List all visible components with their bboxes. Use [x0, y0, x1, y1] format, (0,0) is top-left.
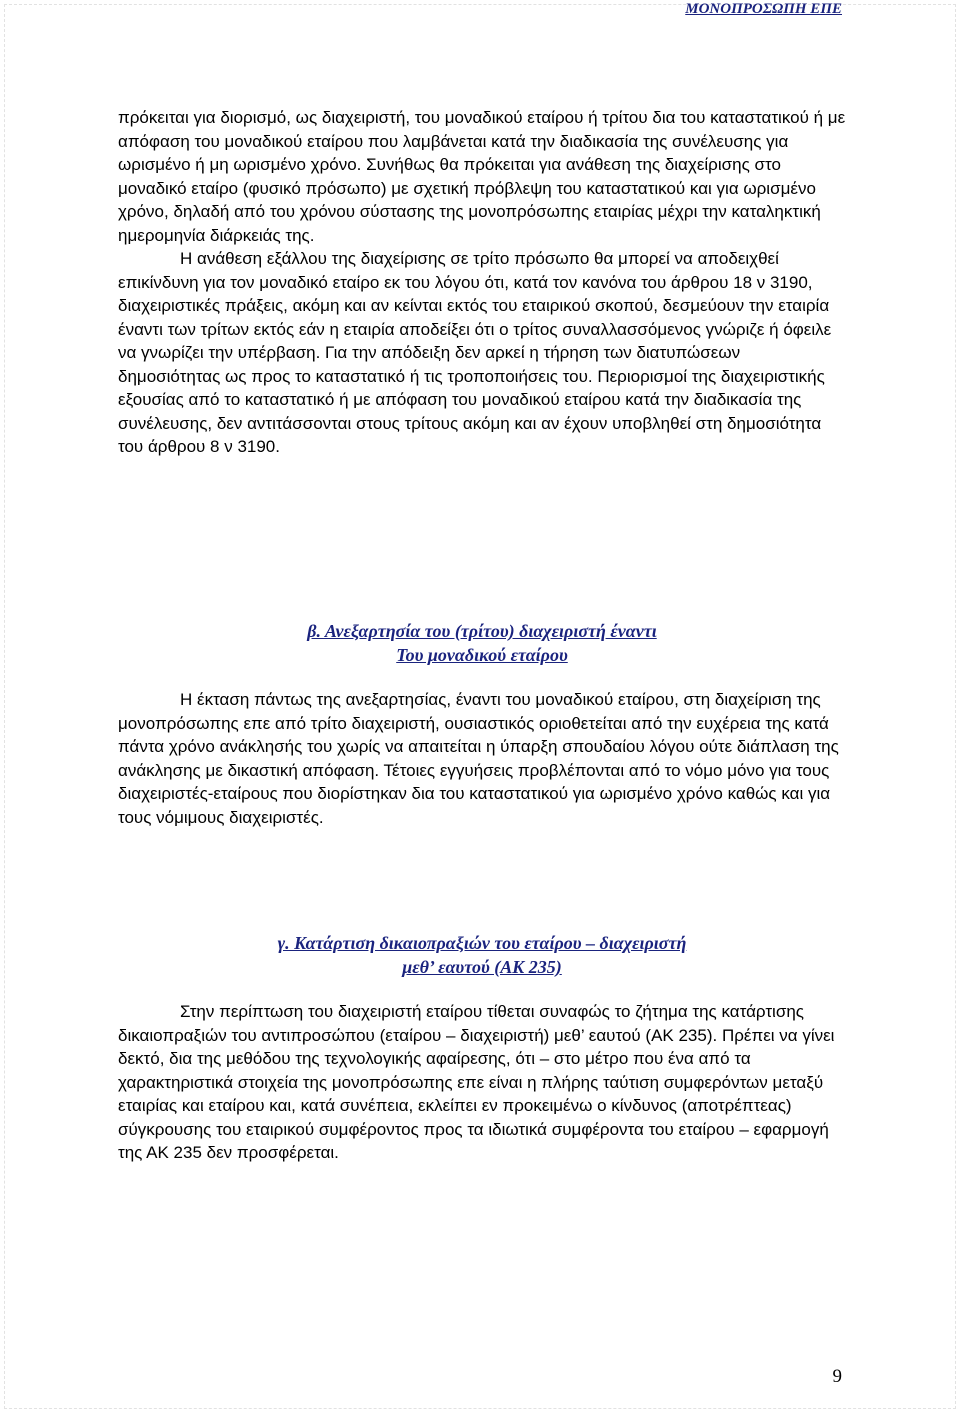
section-b-title [118, 619, 846, 667]
paragraph-2: Η ανάθεση εξάλλου της διαχείρισης σε τρίτο πρόσωπο θα μπορεί να αποδειχθεί επικίνδυνη για τον μοναδικό εταίρο εκ του λόγου ότι, κατά τον κανόνα του άρθρου 18 ν 3190, διαχειριστικές πράξεις, ακόμη και αν κείνται εκτός του εταιρικού σκοπού, δεσμεύουν την εταιρία έναντι των τρίτων εκτός εάν η εταιρία αποδείξει ότι ο τρίτος συναλλασσόμενος γνώριζε ή όφειλε να γνωρίζει την υπέρβαση. Για την απόδειξη δεν αρκεί η τήρηση των διατυπώσεων δημοσιότητας ως προς το καταστατικό ή τις τροποποιήσεις του. Περιορισμοί της διαχειριστικής εξουσίας από το καταστατικό ή με απόφαση του μοναδικού εταίρου κατά την διαδικασία της συνέλευσης, δεν αντιτάσσονται στους τρίτους ακόμη και αν έχουν υποβληθεί στη δημοσιότητα του άρθρου 8 ν 3190. [118, 249, 832, 456]
section-c-paragraph: Στην περίπτωση του διαχειριστή εταίρου τίθεται συναφώς το ζήτημα της κατάρτισης δικαιοπραξιών του αντιπροσώπου (εταίρου – διαχειριστή) μεθ’ εαυτού (ΑΚ 235). Πρέπει να γίνει δεκτό, δια της μεθόδου της τεχνολογικής αφαίρεσης, ότι – στο μέτρο που ένα από τα χαρακτηριστικά στοιχεία της μονοπρόσωπης επε είναι η πλήρης ταύτιση συμφερόντων μεταξύ εταιρίας και εταίρου και, κατά συνέπεια, εκλείπει εν προκειμένω ο κίνδυνος (αποτρέπτεας) σύγκρουσης του εταιρικού συμφέροντος προς τα ιδιωτικά συμφέροντα του εταίρου – εφαρμογή της ΑΚ 235 δεν προσφέρεται. [118, 1002, 835, 1162]
section-b-title-line1: β. Ανεξαρτησία του (τρίτου) διαχειριστή έναντι [307, 621, 657, 641]
paragraph-1: πρόκειται για διορισμό, ως διαχειριστή, του μοναδικού εταίρου ή τρίτου δια του καταστατικού ή με απόφαση του μοναδικού εταίρου που λαμβάνεται κατά την διαδικασία της συνέλευσης για ωρισμένο ή μη ωρισμένο χρόνο. Συνήθως θα πρόκειται για ανάθεση της διαχείρισης στο μοναδικό εταίρο (φυσικό πρόσωπο) με σχετική πρόβλεψη του καταστατικού και για ωρισμένο χρόνο, δηλαδή από του χρόνου σύστασης της μονοπρόσωπης εταιρίας μέχρι την καταληκτική ημερομηνία διάρκειάς της. [118, 108, 846, 245]
section-b-paragraph: Η έκταση πάντως της ανεξαρτησίας, έναντι του μοναδικού εταίρου, στη διαχείριση της μονοπρόσωπης επε από τρίτο διαχειριστή, ουσιαστικός οριοθετείται από την ευχέρεια της κατά πάντα χρόνο ανάκλησής του χωρίς να απαιτείται η ύπαρξη σπουδαίου λόγου ούτε διάπλαση της ανάκλησης με δικαστική απόφαση. Τέτοιες εγγυήσεις προβλέπονται από το νόμο μόνο για τους διαχειριστές-εταίρους που διορίστηκαν δια του καταστατικού για ωρισμένο χρόνο καθώς και για τους νόμιμους διαχειριστές. [118, 690, 839, 827]
section-c-title [118, 931, 846, 979]
section-c-title-line1: γ. Κατάρτιση δικαιοπραξιών του εταίρου – διαχειριστή [277, 933, 687, 953]
section-c-body [118, 1000, 846, 1165]
page-number: 9 [832, 1366, 842, 1387]
running-header: ΜΟΝΟΠΡΟΣΩΠΗ ΕΠΕ [685, 1, 842, 17]
section-c-title-line2: μεθ’ εαυτού (ΑΚ 235) [402, 957, 562, 977]
section-b-body [118, 688, 846, 829]
section-b-title-line2: Του μοναδικού εταίρου [396, 645, 568, 665]
body-block-1 [118, 106, 846, 459]
